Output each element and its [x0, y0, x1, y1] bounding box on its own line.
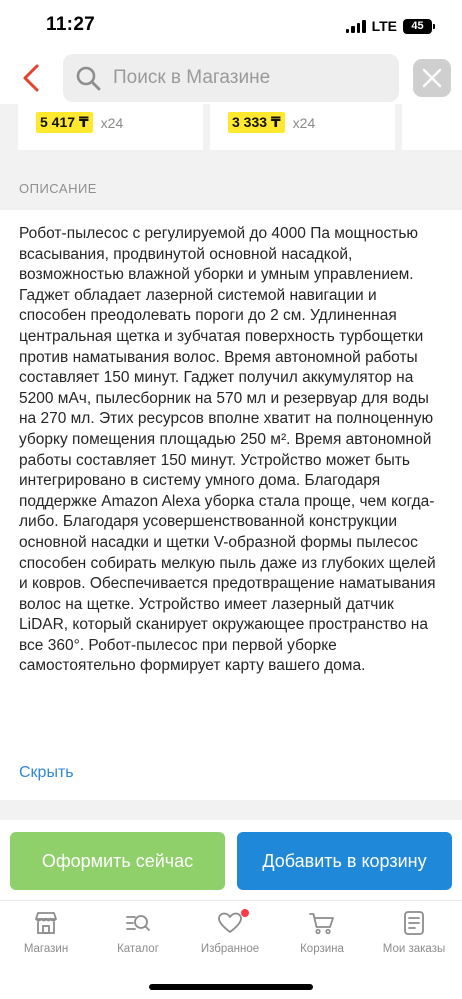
- tab-cart[interactable]: [276, 909, 368, 965]
- installment-count: x24: [292, 114, 316, 131]
- tab-label: Корзина: [300, 943, 344, 955]
- section-divider: [0, 800, 462, 820]
- battery-level: 45: [411, 20, 424, 32]
- status-indicators: [346, 18, 432, 34]
- product-card[interactable]: [210, 104, 395, 150]
- actions-bar: [0, 820, 462, 900]
- tab-my-orders[interactable]: [368, 909, 460, 965]
- checkout-now-button[interactable]: Оформить сейчас: [10, 832, 225, 890]
- tab-label: Каталог: [117, 943, 159, 955]
- description-title: ОПИСАНИЕ: [19, 181, 97, 196]
- search-icon: [75, 65, 101, 91]
- product-card[interactable]: [18, 104, 203, 150]
- installment-count: x24: [100, 114, 124, 131]
- tab-label: Избранное: [200, 943, 260, 955]
- home-indicator[interactable]: [149, 984, 313, 990]
- bottom-tab-bar: [0, 900, 462, 966]
- cart-icon: [308, 909, 336, 937]
- status-time: 11:27: [46, 14, 96, 35]
- orders-icon: [400, 909, 428, 937]
- close-icon: [421, 67, 443, 89]
- description-text: Робот-пылесос с регулируемой до 4000 Па мощностью всасывания, продвинутой основной насадкой, возможностью влажной уборки и умным управлением. Гаджет обладает лазерной системой навигации и способен преодолевать пороги до 2 см. Удлиненная центральная щетка и зубчатая поверхность турбощетки против наматывания волос. Время автономной работы составляет 150 минут. Гаджет получил аккумулятор на 5200 мАч, пылесборник на 570 мл и резервуар для воды на 270 мл. Этих ресурсов вполне хватит на полноценную уборку помещения площадью 250 м². Время автономной работы составляет 150 минут. Устройство может быть интегрировано в систему умного дома. Благодаря поддержке Amazon Alexa уборка стала проще, чем когда-либо. Благодаря усовершенствованной конструкции основной насадки и щетки V-образной формы пылесос способен собирать мелкую пыль даже из глубоких щелей и ковров. Обеспечивается предотвращение наматывания волос на щетке. Устройство имеет лазерный датчик LiDAR, который сканирует окружающее пространство на все 360°. Робот-пылесос при первой уборке самостоятельно формирует карту вашего дома.: [19, 225, 436, 675]
- add-to-cart-button[interactable]: Добавить в корзину: [237, 832, 452, 890]
- tab-favorites[interactable]: [184, 909, 276, 965]
- store-icon: [32, 909, 60, 937]
- hide-description-link[interactable]: Скрыть: [19, 764, 74, 781]
- tab-catalog[interactable]: [92, 909, 184, 965]
- description-header: [0, 162, 462, 210]
- back-button[interactable]: [16, 62, 48, 94]
- network-label: LTE: [371, 18, 397, 34]
- signal-icon: [346, 20, 366, 33]
- heart-icon: [216, 909, 244, 937]
- tab-store[interactable]: [0, 909, 92, 965]
- close-search-button[interactable]: [413, 59, 451, 97]
- status-bar: [0, 0, 462, 52]
- related-products-strip: [0, 104, 462, 162]
- search-header: [0, 52, 462, 104]
- search-input[interactable]: [63, 54, 399, 102]
- notification-dot: [241, 909, 249, 917]
- price-badge: 3 333 ₸: [228, 112, 285, 133]
- tab-label: Магазин: [23, 943, 69, 955]
- catalog-icon: [124, 909, 152, 937]
- chevron-left-icon: [16, 62, 48, 94]
- product-card[interactable]: [402, 104, 462, 150]
- search-placeholder: Поиск в Магазине: [113, 67, 271, 88]
- price-badge: 5 417 ₸: [36, 112, 93, 133]
- price-row: [36, 112, 123, 133]
- tab-label: Мои заказы: [382, 943, 446, 955]
- price-row: [228, 112, 315, 133]
- battery-icon: [403, 19, 432, 34]
